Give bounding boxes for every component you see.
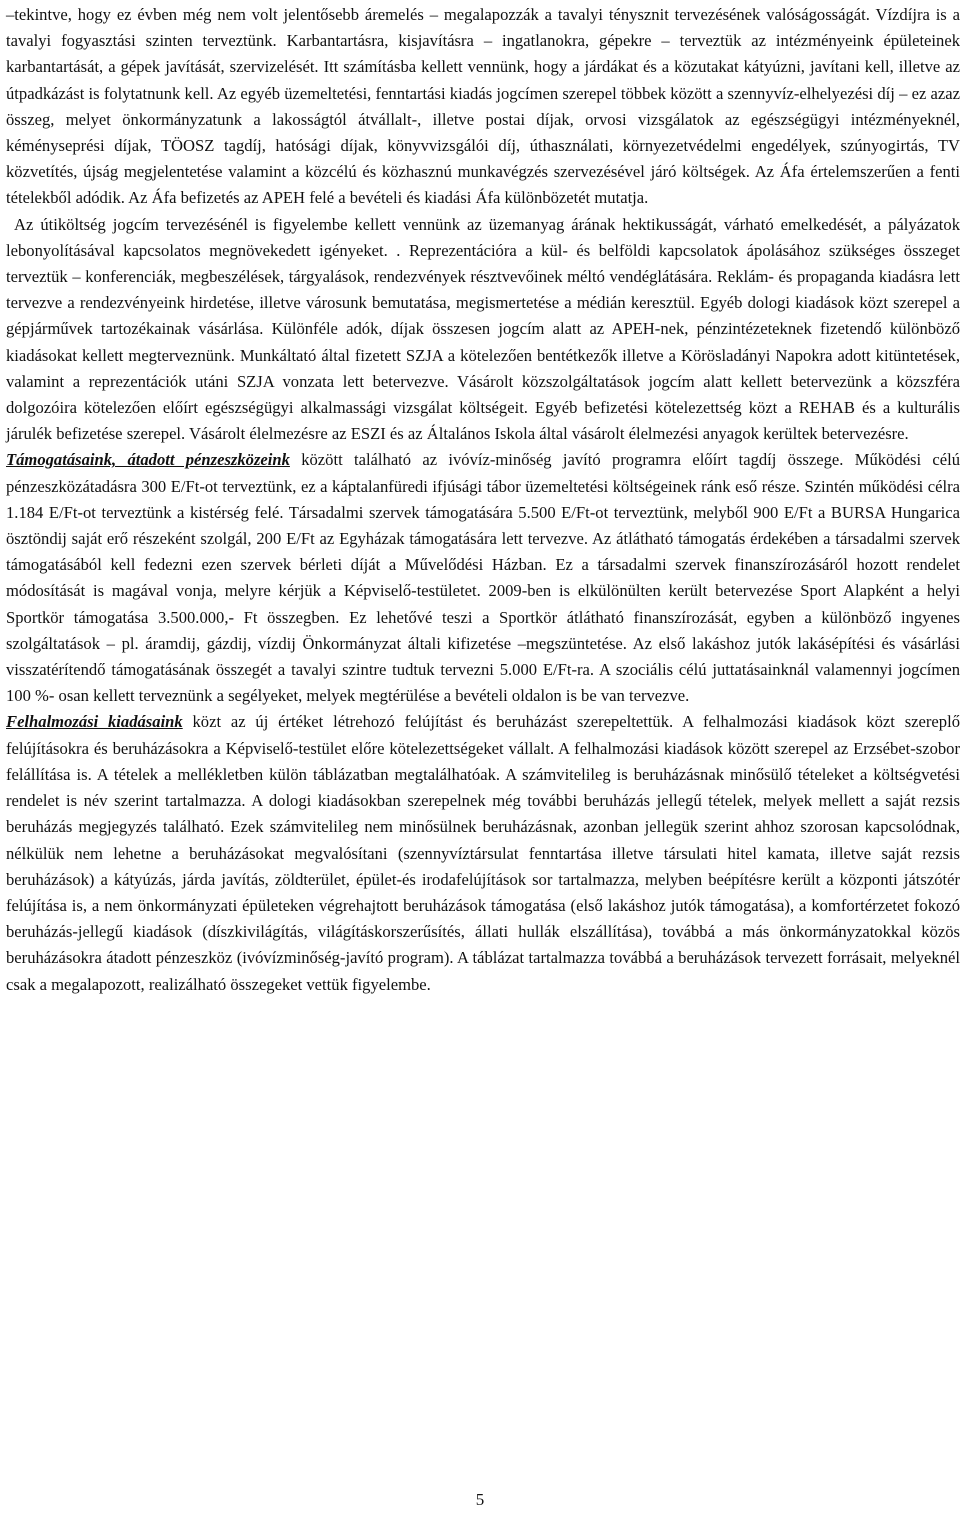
paragraph-travel-and-representation: Az útiköltség jogcím tervezésénél is figyelembe kellett vennünk az üzemanyag árának hektikusságát, várható emelkedését, a pályázatok lebonyolításával kapcsolatos megnövekedett igényeket. . Reprezentációra a kül- és belföldi kapcsolatok ápolásához szükséges összeget terveztük – konferenciák, megbeszélések, tárgyalások, rendezvények résztvevőinek méltó vendéglátására. Reklám- és propaganda kiadásra lett tervezve a rendezvényeink hirdetése, illetve városunk bemutatása, megismertetése a médián keresztül. Egyéb dologi kiadások közt szerepel a gépjárművek tartozékainak vásárlása. Különféle adók, díjak összesen jogcím alatt az APEH-nek, pénzintézeteknek fizetendő különböző kiadásokat kellett megterveznünk. Munkáltató által fizetett SZJA a kötelezően bentétkezők illetve a Körösladányi Napokra adott kitüntetések, valamint a reprezentációk utáni SZJA vonzata lett betervezve. Vásárolt közszolgáltatások jogcím alatt kellett betervezünk a közszféra dolgozóira kötelezően előírt egészségügyi alkalmassági vizsgálat költségeit. Egyéb befizetési kötelezettség közt a REHAB és a kulturális járulék befizetése szerepel. Vásárolt élelmezésre az ESZI és az Általános Iskola által vásárolt élelmezési anyagok kerültek betervezésre. xyxy=(6,214,960,444)
paragraph-subsidies xyxy=(6,447,960,709)
paragraph-capital-expenditures-text: közt az új értéket létrehozó felújítást és beruházást szerepeltettük. A felhalmozási kiadások közt szereplő felújításokra és beruházásokra a Képviselő-testület előre kötelezettségeket vállalt. A felhalmozási kiadások között szerepel az Erzsébet-szobor felállítása is. A tételek a mellékletben külön táblázatban megtalálhatóak. A számvitelileg is beruházásnak minősülő tételeket a költségvetési rendelet is név szerint tartalmazza. A dologi kiadásokban szerepelnek még további beruházás jellegű tételek, melyek mellett a saját rezsis beruházás megjegyzés található. Ezek számvitelileg nem minősülnek beruházásnak, azonban jellegük szerint ahhoz szorosan kapcsolódnak, nélkülük nem lehetne a beruházásokat megvalósítani (szennyvíztársulat fenntartása illetve társulati hitel kamata, illetve saját rezsis beruházások) a kátyúzás, járda javítás, zöldterület, épület-és irodafelújítások sor tartalmazza, melyben beépítésre került a központi játszótér felújítása is, a nem önkormányzati épületeken végrehajtott beruházások támogatása (első lakáshoz jutók támogatása), a komfortérzetet fokozó beruházás-jellegű kiadások (díszkivilágítás, világításkorszerűsítés, állati hullák elszállítása), továbbá a más önkormányzatokkal közös beruházásokra átadott pénzeszköz (ivóvízminőség-javító program). A táblázat tartalmazza továbbá a beruházások tervezett forrásait, melyeknél csak a megalapozott, realizálható összegeket vettük figyelembe. xyxy=(6,712,960,994)
heading-capital-expenditures: Felhalmozási kiadásaink xyxy=(6,712,183,732)
page-number: 5 xyxy=(475,1490,485,1509)
paragraph-operating-expenses: –tekintve, hogy ez évben még nem volt jelentősebb áremelés – megalapozzák a tavalyi ténysznit tervezésének valóságosságát. Vízdíjra is a tavalyi fogyasztási szinten terveztünk. Karbantartásra, kisjavításra – ingatlanokra, gépekre – terveztük az intézményeink épületeinek karbantartását, a gépek javítását, szervizelését. Itt számításba kellett vennünk, hogy a járdákat és a közutakat kátyúzni, javítani kell, illetve az útpadkázást is folytatnunk kell. Az egyéb üzemeltetési, fenntartási kiadás jogcímen szerepel többek között a szennyvíz-elhelyezési díj – ez azaz összeg, melyet önkormányzatunk a lakosságtól átvállalt-, illetve postai díjak, orvosi vizsgálatok az egészségügyi intézményeknél, kéményseprési díjak, TÖOSZ tagdíj, hatósági díjak, könyvvizsgálói díj, úthasználati, környezetvédelmi engedélyek, szúnyogirtás, TV közvetítés, újság megjelentetése valamint a közcélú és közhasznú munkavégzés szervezésével járó költségek. Az Áfa értelemszerűen a fenti tételekből adódik. Az Áfa befizetés az APEH felé a bevételi és kiadási Áfa különbözetét mutatja. xyxy=(6,5,960,208)
heading-subsidies: Támogatásaink, átadott pénzeszközeink xyxy=(6,450,290,470)
document-body xyxy=(6,2,960,998)
paragraph-capital-expenditures xyxy=(6,709,960,997)
paragraph-subsidies-text: között található az ivóvíz-minőség javító programra előírt tagdíj összege. Működési célú pénzeszközátadásra 300 E/Ft-ot terveztünk, ez a káptalanfüredi ifjúsági tábor üzemeltetési költségeinek ránk eső része. Szintén működési célra 1.184 E/Ft-ot terveztünk a kistérség felé. Társadalmi szervek támogatására 5.500 E/Ft-ot terveztünk, melyből 900 E/Ft a BURSA Hungarica ösztöndij saját erő részeként szolgál, 200 E/Ft az Egyházak támogatására lett tervezve. Az átlátható támogatás érdekében a társadalmi szervek támogatásából kell fedezni ezen szervek bérleti díját a Művelődési Házban. Ez a társadalmi szervek finanszírozásáról hozott rendelet módosítását is magával vonja, melyre kérjük a Képviselő-testületet. 2009-ben is elkülönülten került betervezése Sport Alapként a helyi Sportkör támogatása 3.500.000,- Ft összegben. Ez lehetővé teszi a Sportkör átlátható finanszírozását, egyben a különböző ingyenes szolgáltatások – pl. áramdij, gázdij, vízdij Önkormányzat általi kifizetése –megszüntetése. Az első lakáshoz jutók lakásépítési és vásárlási visszatérítendő támogatásának összegét a tavalyi szintre tudtuk tervezni 5.000 E/Ft-ra. A szociális célú juttatásainknál valamennyi jogcímen 100 %- osan kellett terveznünk a segélyeket, melyek megtérülése a bevételi oldalon is be van tervezve. xyxy=(6,450,960,706)
